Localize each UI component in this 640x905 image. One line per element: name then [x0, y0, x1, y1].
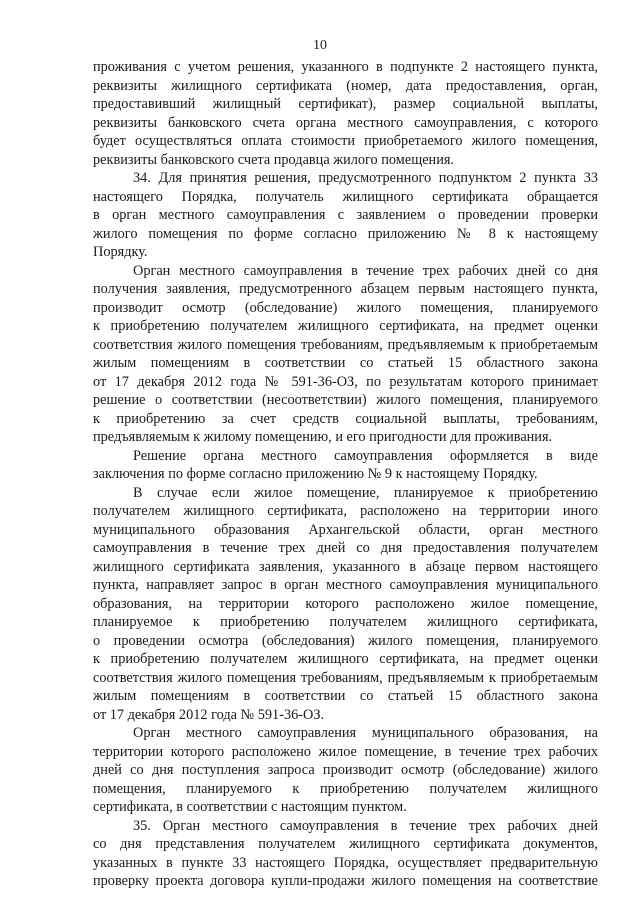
- text-line: производит осмотр (обследование) жилого помещения, планируемого: [93, 299, 598, 316]
- text-line: помещения, планируемого к приобретению получателем жилищного: [93, 780, 598, 797]
- text-line: настоящего Порядка, получатель жилищного сертификата обращается: [93, 188, 598, 205]
- text-line: со дня представления получателем жилищного сертификата документов,: [93, 836, 598, 852]
- text-line: Порядку.: [93, 244, 148, 260]
- text-line: реквизиты жилищного сертификата (номер, дата предоставления, орган,: [93, 77, 598, 94]
- text-line: предоставивший жилищный сертификат), размер социальной выплаты,: [93, 96, 598, 112]
- text-line: Решение органа местного самоуправления оформляется в виде: [133, 447, 598, 464]
- text-line: соответствия жилого помещения требованиям, предъявляемым к приобретаемым: [93, 336, 598, 353]
- text-line: к приобретению за счет средств социальной выплаты, требованиям,: [93, 410, 598, 427]
- text-line: Орган местного самоуправления в течение трех рабочих дней со дня: [133, 262, 598, 279]
- text-line: Орган местного самоуправления муниципального образования, на: [133, 725, 598, 741]
- text-line: заключения по форме согласно приложению № 9 к настоящему Порядку.: [93, 466, 538, 482]
- text-line: проверку проекта договора купли-продажи жилого помещения на соответствие: [93, 873, 598, 889]
- text-line: 35. Орган местного самоуправления в течение трех рабочих дней: [133, 817, 598, 834]
- text-line: к приобретению получателем жилищного сертификата, на предмет оценки: [93, 651, 598, 667]
- text-line: дней со дня поступления запроса производит осмотр (обследование) жилого: [93, 762, 598, 778]
- text-line: от 17 декабря 2012 года № 591-36-ОЗ, по результатам которого принимает: [93, 373, 598, 390]
- text-line: жилищного сертификата заявления, указанного в абзаце первом настоящего: [93, 558, 598, 575]
- page-number: 10: [313, 38, 327, 53]
- text-line: к приобретению получателем жилищного сертификата, на предмет оценки: [93, 318, 598, 334]
- text-line: реквизиты банковского счета продавца жилого помещения.: [93, 151, 455, 168]
- text-line: жилым помещениям в соответствии со статьей 15 областного закона: [93, 688, 598, 704]
- text-line: образования, на территории которого расположено жилое помещение,: [93, 595, 598, 612]
- text-line: соответствия жилого помещения требованиям, предъявляемым к приобретаемым: [93, 669, 598, 686]
- text-line: решение о соответствии (несоответствии) жилого помещения, планируемого: [93, 392, 598, 408]
- text-line: планируемое к приобретению получателем жилищного сертификата,: [93, 614, 598, 630]
- text-line: будет осуществляться оплата стоимости приобретаемого жилого помещения,: [93, 133, 598, 149]
- text-line: от 17 декабря 2012 года № 591-36-ОЗ.: [93, 706, 325, 723]
- text-line: указанных в пункте 33 настоящего Порядка, осуществляет предварительную: [93, 854, 598, 871]
- text-line: 34. Для принятия решения, предусмотренного подпунктом 2 пункта 33: [133, 170, 598, 186]
- text-line: в орган местного самоуправления с заявлением о проведении проверки: [93, 207, 598, 223]
- text-line: самоуправления в течение трех дней со дня предоставления получателем: [93, 540, 598, 556]
- text-line: реквизиты банковского счета органа местного самоуправления, с которого: [93, 114, 598, 131]
- text-line: предъявляемым к жилому помещению, и его пригодности для проживания.: [93, 429, 553, 445]
- text-line: сертификата, в соответствии с настоящим пунктом.: [93, 799, 407, 815]
- text-line: получателем жилищного сертификата, расположено на территории иного: [93, 503, 598, 519]
- text-line: муниципального образования Архангельской области, орган местного: [93, 521, 598, 538]
- body-text: [93, 58, 598, 891]
- text-line: жилого помещения по форме согласно приложению № 8 к настоящему: [93, 225, 598, 242]
- text-line: пункта, направляет запрос в орган местного самоуправления муниципального: [93, 577, 598, 593]
- text-line: проживания с учетом решения, указанного в подпункте 2 настоящего пункта,: [93, 59, 598, 75]
- text-line: жилым помещениям в соответствии со статьей 15 областного закона: [93, 355, 598, 371]
- text-line: территории которого расположено жилое помещение, в течение трех рабочих: [93, 743, 598, 760]
- text-line: В случае если жилое помещение, планируемое к приобретению: [133, 484, 598, 501]
- text-line: получения заявления, предусмотренного абзацем первым настоящего пункта,: [93, 281, 598, 297]
- text-line: о проведении осмотра (обследования) жилого помещения, планируемого: [93, 632, 598, 649]
